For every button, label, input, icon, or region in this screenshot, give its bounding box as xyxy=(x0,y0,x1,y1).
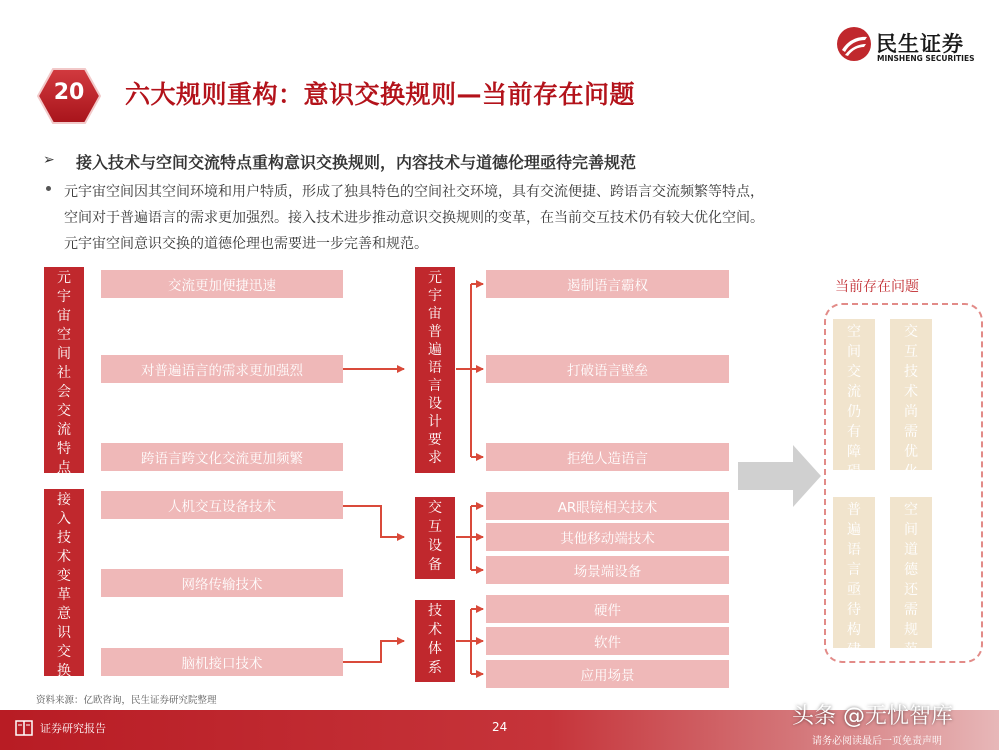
social-trait-item: 跨语言跨文化交流更加频繁 xyxy=(101,443,343,471)
page-title: 六大规则重构：意识交换规则—当前存在问题 xyxy=(125,80,636,109)
issue-card-text: 空间道德还需规范 xyxy=(904,502,918,658)
brand-name-cn: 民生证券 xyxy=(876,32,964,56)
footer-disclaimer: 请务必阅读最后一页免责声明 xyxy=(812,736,942,747)
requirement-item: 打破语言壁垒 xyxy=(486,355,729,383)
tech-system-item: 应用场景 xyxy=(486,660,729,688)
issue-card-text: 交互技术尚需优化 xyxy=(904,324,918,480)
access-tech-item: 网络传输技术 xyxy=(101,569,343,597)
tech-system-item: 软件 xyxy=(486,627,729,655)
group-social-traits-label: 元宇宙空间社会交流特点 xyxy=(57,270,71,476)
issue-card-text: 空间交流仍有障碍 xyxy=(847,324,861,480)
requirement-item: 遏制语言霸权 xyxy=(486,270,729,298)
book-icon xyxy=(15,719,33,737)
requirement-item: 拒绝人造语言 xyxy=(486,443,729,471)
access-tech-item: 脑机接口技术 xyxy=(101,648,343,676)
issues-title: 当前存在问题 xyxy=(835,279,919,295)
big-right-arrow-icon xyxy=(738,445,821,507)
device-item: AR眼镜相关技术 xyxy=(486,492,729,520)
page-number: 24 xyxy=(492,720,508,734)
issue-card-text: 普遍语言亟待构建 xyxy=(847,502,861,658)
access-tech-item: 人机交互设备技术 xyxy=(101,491,343,519)
body-text-line-2: 空间对于普遍语言的需求更加强烈。接入技术进步推动意识交换规则的变革，在当前交互技术仍有较大优化空间。 xyxy=(64,210,764,226)
source-note: 资料来源：亿欧咨询，民生证券研究院整理 xyxy=(36,695,217,706)
social-trait-item: 交流更加便捷迅速 xyxy=(101,270,343,298)
group-access-tech-label: 接入技术变革意识交换 xyxy=(57,492,71,679)
group-interaction-devices xyxy=(415,497,455,579)
subheading: 接入技术与空间交流特点重构意识交换规则，内容技术与道德伦理亟待完善规范 xyxy=(76,153,637,172)
watermark: 头条 @无忧智库 xyxy=(792,704,953,729)
body-text-line-3: 元宇宙空间意识交换的道德伦理也需要进一步完善和规范。 xyxy=(64,236,428,252)
social-trait-item: 对普遍语言的需求更加强烈 xyxy=(101,355,343,383)
group-tech-system-label: 技术体系 xyxy=(428,603,442,676)
group-social-traits xyxy=(44,267,84,476)
section-number: 20 xyxy=(53,80,85,105)
group-language-requirements-label: 元宇宙普遍语言设计要求 xyxy=(428,270,442,466)
tech-system-item: 硬件 xyxy=(486,595,729,623)
group-access-tech xyxy=(44,489,84,679)
group-language-requirements xyxy=(415,267,455,473)
issue-card xyxy=(890,319,932,480)
brand-name-en: MINSHENG SECURITIES xyxy=(877,54,975,63)
group-interaction-devices-label: 交互设备 xyxy=(428,500,442,573)
footer-label: 证券研究报告 xyxy=(40,722,106,735)
subheading-arrow-icon: ➢ xyxy=(43,152,55,168)
issue-card xyxy=(890,497,932,658)
body-text-line-1: 元宇宙空间因其空间环境和用户特质，形成了独具特色的空间社交环境，具有交流便捷、跨语言交流频繁等特点， xyxy=(64,184,764,200)
issue-card xyxy=(833,319,875,480)
issue-card xyxy=(833,497,875,658)
device-item: 场景端设备 xyxy=(486,556,729,584)
group-tech-system xyxy=(415,600,455,682)
device-item: 其他移动端技术 xyxy=(486,523,729,551)
